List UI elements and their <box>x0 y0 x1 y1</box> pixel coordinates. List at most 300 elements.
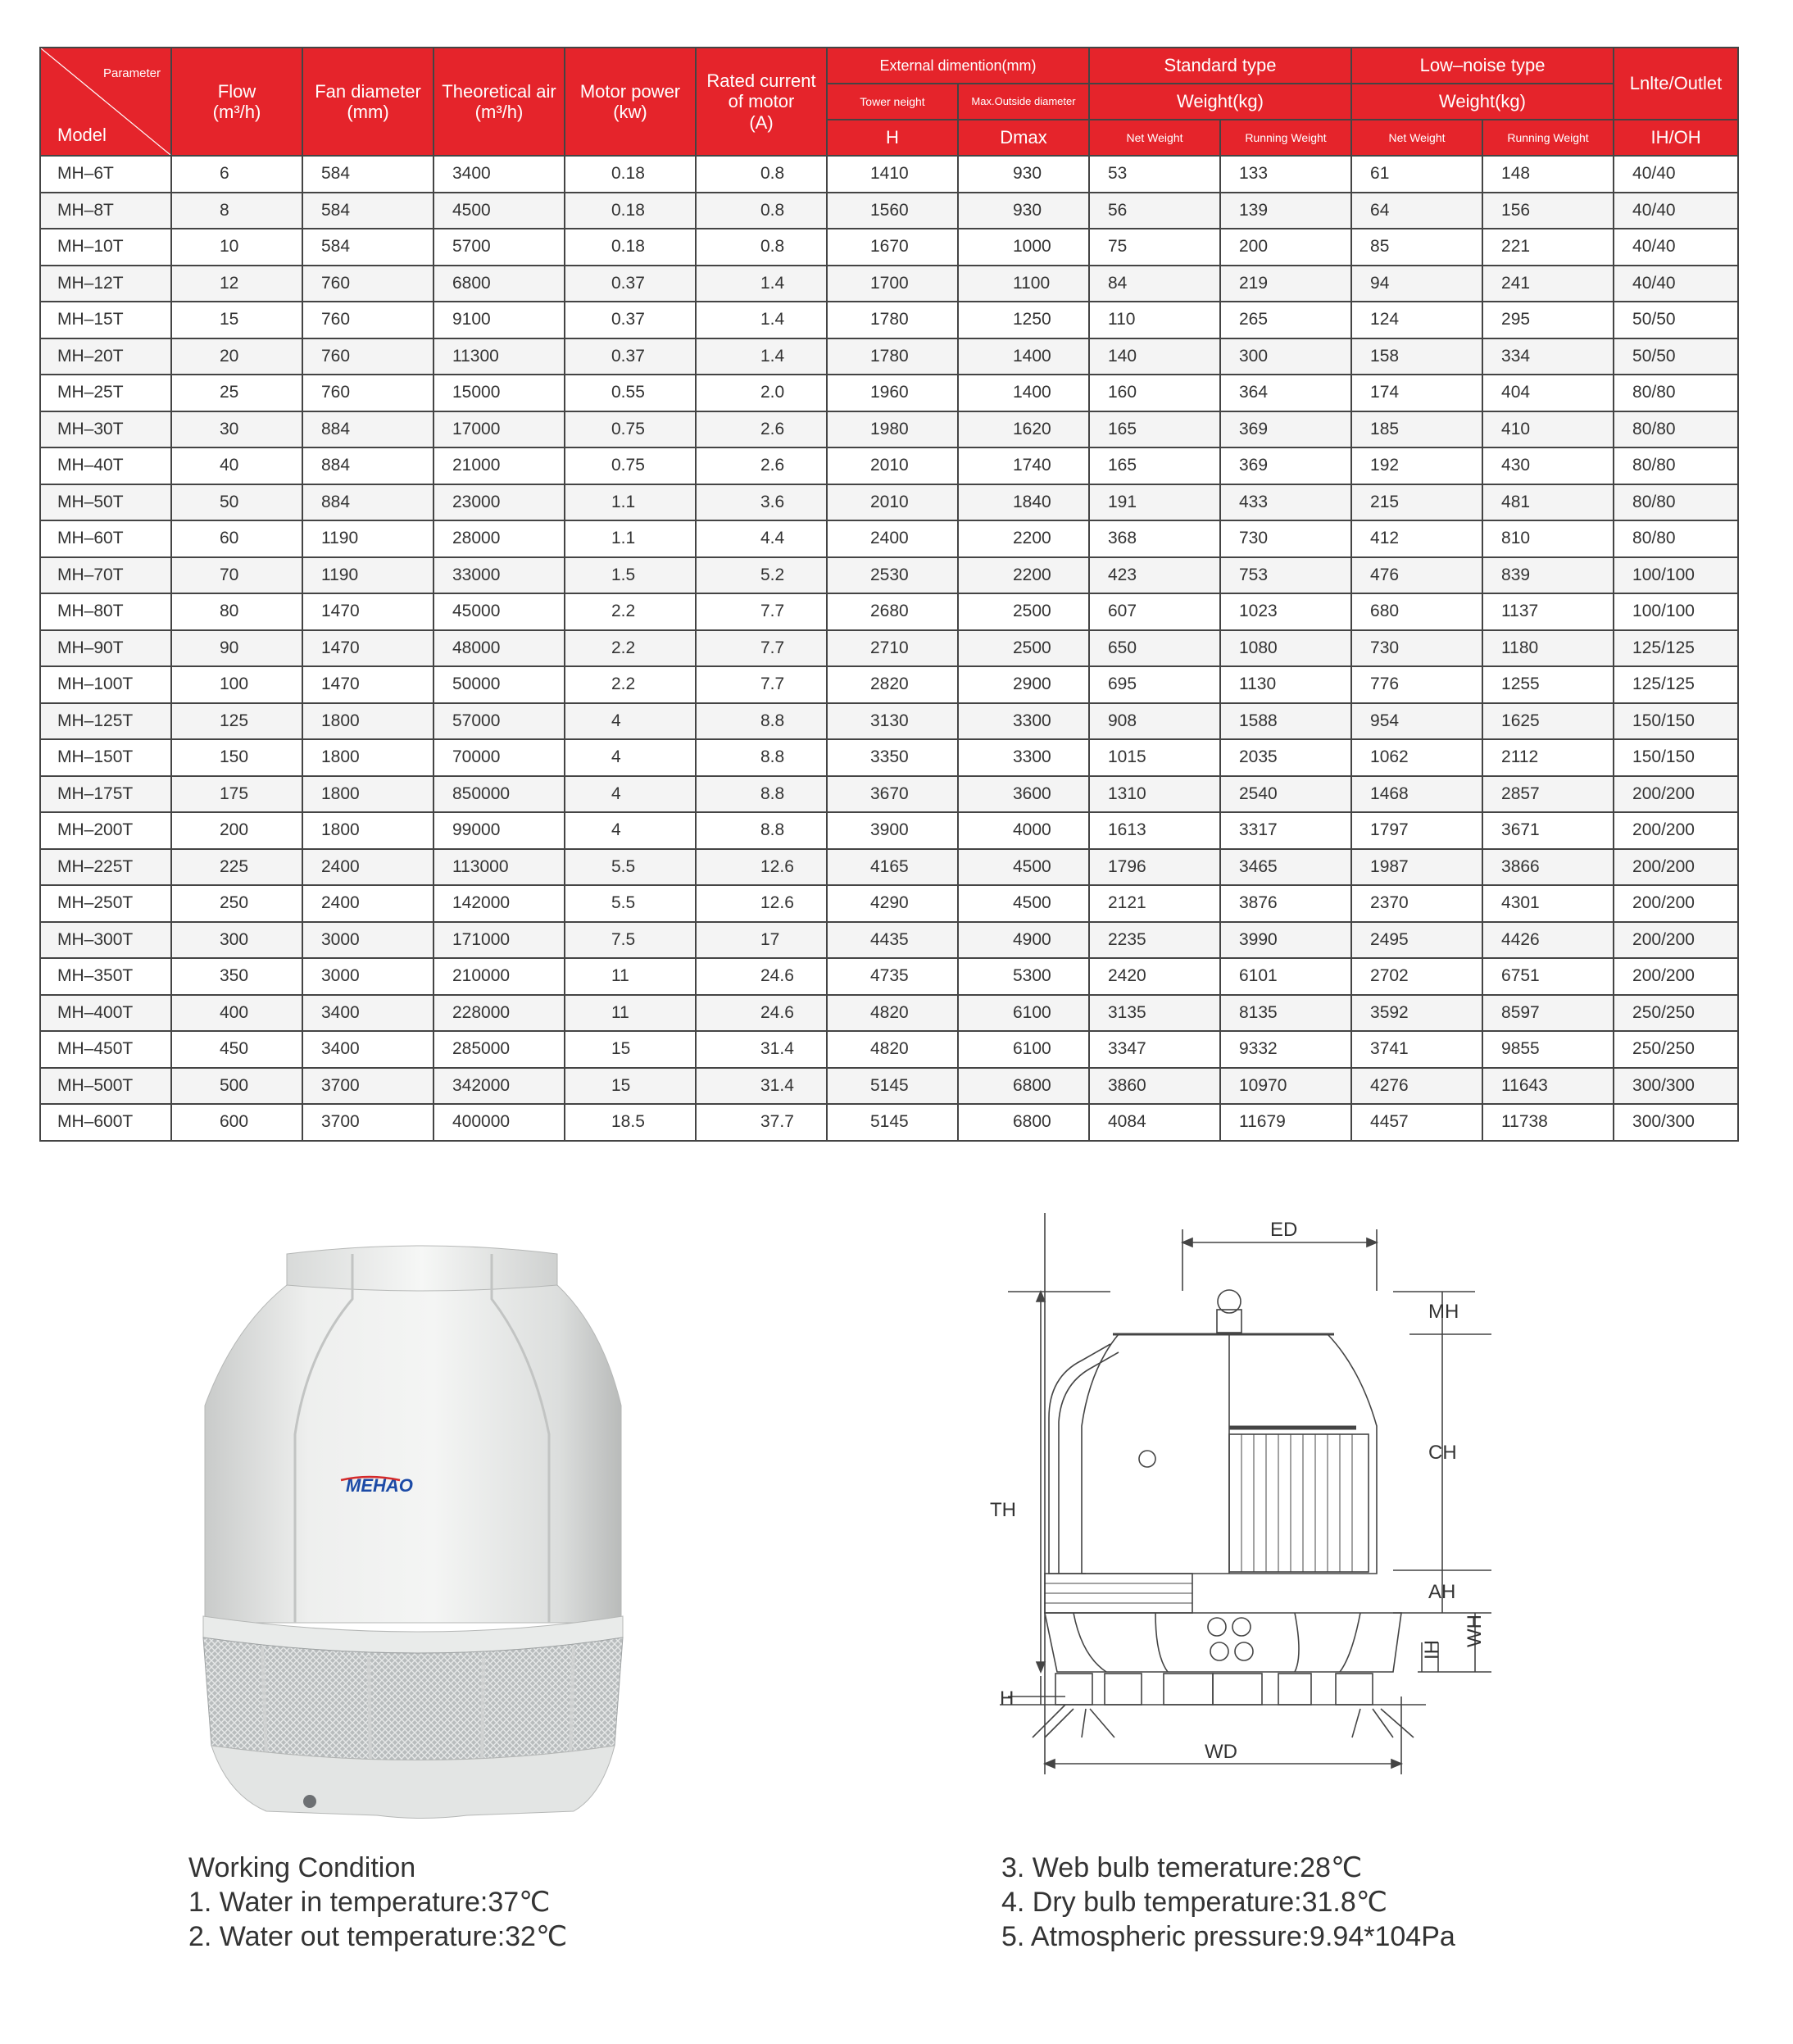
cell-std-running-weight: 3465 <box>1220 849 1351 886</box>
cell-flow: 70 <box>171 557 302 594</box>
cell-std-net-weight: 140 <box>1089 338 1220 375</box>
cell-h: 1700 <box>827 266 958 302</box>
cell-ih-oh: 40/40 <box>1614 193 1738 229</box>
cell-ln-running-weight: 156 <box>1482 193 1614 229</box>
cell-std-running-weight: 433 <box>1220 484 1351 521</box>
cell-ih-oh: 80/80 <box>1614 411 1738 448</box>
cell-rated-current: 24.6 <box>696 958 827 995</box>
header-tower-height: Tower neight <box>827 84 958 120</box>
cell-flow: 20 <box>171 338 302 375</box>
cell-fan-diameter: 3700 <box>302 1068 433 1105</box>
cell-fan-diameter: 1800 <box>302 812 433 849</box>
cell-h: 2400 <box>827 520 958 557</box>
cell-dmax: 1400 <box>958 375 1089 411</box>
table-row <box>40 266 1738 302</box>
cell-flow: 8 <box>171 193 302 229</box>
condition-item: 5. Atmospheric pressure:9.94*104Pa <box>1001 1921 1455 1952</box>
cell-fan-diameter: 1470 <box>302 630 433 667</box>
table-row <box>40 739 1738 776</box>
cell-motor-power: 0.75 <box>565 411 696 448</box>
cell-fan-diameter: 1470 <box>302 593 433 630</box>
cell-std-running-weight: 10970 <box>1220 1068 1351 1105</box>
cooling-tower-drawing <box>967 1213 1508 1787</box>
cell-ih-oh: 150/150 <box>1614 703 1738 740</box>
cell-ih-oh: 200/200 <box>1614 776 1738 813</box>
cell-std-net-weight: 368 <box>1089 520 1220 557</box>
cell-std-running-weight: 9332 <box>1220 1031 1351 1068</box>
header-rated-current-unit: (A) <box>749 111 774 133</box>
table-row <box>40 156 1738 193</box>
cell-h: 3900 <box>827 812 958 849</box>
cell-dmax: 1400 <box>958 338 1089 375</box>
cell-std-net-weight: 3347 <box>1089 1031 1220 1068</box>
cell-flow: 350 <box>171 958 302 995</box>
cell-theoretical-air: 342000 <box>433 1068 565 1105</box>
cell-fan-diameter: 1800 <box>302 776 433 813</box>
table-row <box>40 338 1738 375</box>
cell-rated-current: 0.8 <box>696 193 827 229</box>
cell-motor-power: 0.37 <box>565 302 696 338</box>
cell-h: 1980 <box>827 411 958 448</box>
cell-theoretical-air: 21000 <box>433 447 565 484</box>
cell-flow: 10 <box>171 229 302 266</box>
cell-h: 2530 <box>827 557 958 594</box>
cell-model: MH–350T <box>40 958 171 995</box>
cell-ln-net-weight: 1797 <box>1351 812 1482 849</box>
cell-std-net-weight: 191 <box>1089 484 1220 521</box>
cell-flow: 500 <box>171 1068 302 1105</box>
cell-dmax: 3600 <box>958 776 1089 813</box>
cell-motor-power: 5.5 <box>565 885 696 922</box>
cell-ln-net-weight: 215 <box>1351 484 1482 521</box>
cell-rated-current: 1.4 <box>696 302 827 338</box>
table-row <box>40 958 1738 995</box>
label-th: TH <box>990 1499 1016 1521</box>
condition-item: 4. Dry bulb temperature:31.8℃ <box>1001 1887 1387 1918</box>
cell-ln-net-weight: 61 <box>1351 156 1482 193</box>
cell-flow: 15 <box>171 302 302 338</box>
cell-theoretical-air: 50000 <box>433 666 565 703</box>
cell-ln-running-weight: 6751 <box>1482 958 1614 995</box>
table-row <box>40 1068 1738 1105</box>
cell-ln-running-weight: 481 <box>1482 484 1614 521</box>
cell-theoretical-air: 3400 <box>433 156 565 193</box>
cell-h: 5145 <box>827 1068 958 1105</box>
table-row <box>40 557 1738 594</box>
cell-flow: 12 <box>171 266 302 302</box>
cell-theoretical-air: 17000 <box>433 411 565 448</box>
cell-fan-diameter: 1190 <box>302 520 433 557</box>
cell-model: MH–30T <box>40 411 171 448</box>
cell-std-running-weight: 3317 <box>1220 812 1351 849</box>
table-row <box>40 411 1738 448</box>
header-std-running-weight: Running Weight <box>1220 120 1351 156</box>
label-wd: WD <box>1205 1741 1237 1763</box>
cell-ln-running-weight: 2857 <box>1482 776 1614 813</box>
cell-ih-oh: 100/100 <box>1614 557 1738 594</box>
cell-fan-diameter: 1800 <box>302 739 433 776</box>
cell-ih-oh: 80/80 <box>1614 484 1738 521</box>
cell-rated-current: 8.8 <box>696 812 827 849</box>
cell-model: MH–10T <box>40 229 171 266</box>
cell-h: 3350 <box>827 739 958 776</box>
cell-std-net-weight: 2121 <box>1089 885 1220 922</box>
cell-model: MH–50T <box>40 484 171 521</box>
cell-std-net-weight: 607 <box>1089 593 1220 630</box>
cell-fan-diameter: 2400 <box>302 885 433 922</box>
cell-model: MH–12T <box>40 266 171 302</box>
cell-flow: 400 <box>171 995 302 1032</box>
cell-dmax: 930 <box>958 156 1089 193</box>
cell-model: MH–200T <box>40 812 171 849</box>
cell-ln-net-weight: 1468 <box>1351 776 1482 813</box>
cell-flow: 80 <box>171 593 302 630</box>
header-theoretical-air-unit: (m³/h) <box>474 102 524 122</box>
table-row <box>40 447 1738 484</box>
cell-h: 2010 <box>827 447 958 484</box>
table-row <box>40 885 1738 922</box>
cell-ih-oh: 80/80 <box>1614 447 1738 484</box>
cell-model: MH–6T <box>40 156 171 193</box>
cell-model: MH–500T <box>40 1068 171 1105</box>
cell-dmax: 2900 <box>958 666 1089 703</box>
cell-h: 2010 <box>827 484 958 521</box>
cell-flow: 300 <box>171 922 302 959</box>
cell-motor-power: 0.18 <box>565 193 696 229</box>
cell-dmax: 1100 <box>958 266 1089 302</box>
working-condition-right <box>1001 1851 1455 1954</box>
cell-ln-running-weight: 839 <box>1482 557 1614 594</box>
cell-fan-diameter: 1800 <box>302 703 433 740</box>
header-max-outside-diameter: Max.Outside diameter <box>958 84 1089 120</box>
label-wh: WH <box>1464 1615 1486 1647</box>
cell-std-net-weight: 2235 <box>1089 922 1220 959</box>
cell-theoretical-air: 57000 <box>433 703 565 740</box>
cell-motor-power: 0.18 <box>565 156 696 193</box>
cell-flow: 30 <box>171 411 302 448</box>
cell-ln-net-weight: 4457 <box>1351 1104 1482 1141</box>
cell-h: 4820 <box>827 1031 958 1068</box>
cell-std-net-weight: 160 <box>1089 375 1220 411</box>
cell-rated-current: 24.6 <box>696 995 827 1032</box>
header-flow-unit: (m³/h) <box>212 102 261 122</box>
cell-flow: 175 <box>171 776 302 813</box>
cell-flow: 25 <box>171 375 302 411</box>
cell-model: MH–20T <box>40 338 171 375</box>
cell-motor-power: 1.5 <box>565 557 696 594</box>
cell-ln-net-weight: 94 <box>1351 266 1482 302</box>
cell-rated-current: 7.7 <box>696 630 827 667</box>
label-ah: AH <box>1428 1581 1456 1603</box>
cell-ln-net-weight: 85 <box>1351 229 1482 266</box>
cell-ih-oh: 200/200 <box>1614 812 1738 849</box>
cell-fan-diameter: 1470 <box>302 666 433 703</box>
cell-ih-oh: 50/50 <box>1614 338 1738 375</box>
cell-model: MH–225T <box>40 849 171 886</box>
cell-std-running-weight: 1023 <box>1220 593 1351 630</box>
cell-model: MH–60T <box>40 520 171 557</box>
cell-model: MH–70T <box>40 557 171 594</box>
header-theoretical-air <box>433 48 565 156</box>
table-row <box>40 229 1738 266</box>
cell-theoretical-air: 23000 <box>433 484 565 521</box>
cell-h: 1960 <box>827 375 958 411</box>
cell-ih-oh: 250/250 <box>1614 1031 1738 1068</box>
header-motor-power-unit: (kw) <box>613 102 647 122</box>
cell-std-net-weight: 650 <box>1089 630 1220 667</box>
cell-theoretical-air: 11300 <box>433 338 565 375</box>
header-rated-current-label-2: of motor <box>728 91 795 112</box>
cell-h: 4735 <box>827 958 958 995</box>
cell-ln-running-weight: 8597 <box>1482 995 1614 1032</box>
cell-motor-power: 0.18 <box>565 229 696 266</box>
cell-motor-power: 11 <box>565 958 696 995</box>
condition-item: 3. Web bulb temerature:28℃ <box>1001 1852 1363 1883</box>
cell-h: 2710 <box>827 630 958 667</box>
cell-ln-running-weight: 410 <box>1482 411 1614 448</box>
cell-std-running-weight: 369 <box>1220 411 1351 448</box>
cell-dmax: 930 <box>958 193 1089 229</box>
header-dmax: Dmax <box>958 120 1089 156</box>
cell-std-running-weight: 2035 <box>1220 739 1351 776</box>
cell-ln-running-weight: 810 <box>1482 520 1614 557</box>
cell-ln-net-weight: 2702 <box>1351 958 1482 995</box>
cell-motor-power: 15 <box>565 1031 696 1068</box>
cell-ih-oh: 200/200 <box>1614 885 1738 922</box>
header-low-noise-weight: Weight(kg) <box>1351 84 1614 120</box>
cell-dmax: 4000 <box>958 812 1089 849</box>
cell-fan-diameter: 3400 <box>302 995 433 1032</box>
cell-fan-diameter: 884 <box>302 484 433 521</box>
cell-ln-running-weight: 4426 <box>1482 922 1614 959</box>
cell-motor-power: 2.2 <box>565 666 696 703</box>
cell-fan-diameter: 584 <box>302 156 433 193</box>
cell-dmax: 1740 <box>958 447 1089 484</box>
cell-std-running-weight: 3876 <box>1220 885 1351 922</box>
cell-std-running-weight: 6101 <box>1220 958 1351 995</box>
label-ed: ED <box>1270 1219 1298 1241</box>
cell-fan-diameter: 884 <box>302 411 433 448</box>
cell-ln-running-weight: 2112 <box>1482 739 1614 776</box>
cell-ln-net-weight: 174 <box>1351 375 1482 411</box>
cell-rated-current: 2.6 <box>696 411 827 448</box>
table-row <box>40 1104 1738 1141</box>
header-rated-current-label: Rated current <box>706 70 816 92</box>
cell-theoretical-air: 142000 <box>433 885 565 922</box>
cell-dmax: 2200 <box>958 520 1089 557</box>
cell-std-running-weight: 753 <box>1220 557 1351 594</box>
header-theoretical-air-label: Theoretical air <box>442 80 556 102</box>
cell-flow: 6 <box>171 156 302 193</box>
cell-ln-net-weight: 3741 <box>1351 1031 1482 1068</box>
cell-std-running-weight: 369 <box>1220 447 1351 484</box>
cell-fan-diameter: 3700 <box>302 1104 433 1141</box>
table-row <box>40 520 1738 557</box>
cell-rated-current: 17 <box>696 922 827 959</box>
cell-ih-oh: 200/200 <box>1614 849 1738 886</box>
cell-std-running-weight: 730 <box>1220 520 1351 557</box>
cell-motor-power: 2.2 <box>565 630 696 667</box>
cell-rated-current: 4.4 <box>696 520 827 557</box>
cell-ln-net-weight: 476 <box>1351 557 1482 594</box>
cell-std-running-weight: 1588 <box>1220 703 1351 740</box>
cell-fan-diameter: 3400 <box>302 1031 433 1068</box>
cell-ln-running-weight: 3866 <box>1482 849 1614 886</box>
cell-ln-net-weight: 1987 <box>1351 849 1482 886</box>
cell-ln-net-weight: 1062 <box>1351 739 1482 776</box>
cell-ln-running-weight: 148 <box>1482 156 1614 193</box>
cell-dmax: 6800 <box>958 1104 1089 1141</box>
table-row <box>40 630 1738 667</box>
cell-theoretical-air: 15000 <box>433 375 565 411</box>
cell-theoretical-air: 210000 <box>433 958 565 995</box>
cell-model: MH–300T <box>40 922 171 959</box>
table-row <box>40 849 1738 886</box>
cell-dmax: 1840 <box>958 484 1089 521</box>
table-row <box>40 1031 1738 1068</box>
cell-h: 1780 <box>827 338 958 375</box>
cell-dmax: 4500 <box>958 849 1089 886</box>
cell-model: MH–175T <box>40 776 171 813</box>
cell-ln-net-weight: 954 <box>1351 703 1482 740</box>
header-low-noise-type: Low–noise type <box>1351 48 1614 84</box>
cell-ih-oh: 40/40 <box>1614 229 1738 266</box>
cell-std-net-weight: 75 <box>1089 229 1220 266</box>
cell-rated-current: 2.6 <box>696 447 827 484</box>
cell-h: 2680 <box>827 593 958 630</box>
cell-std-net-weight: 165 <box>1089 447 1220 484</box>
cell-model: MH–250T <box>40 885 171 922</box>
cell-std-net-weight: 3860 <box>1089 1068 1220 1105</box>
cell-ln-running-weight: 295 <box>1482 302 1614 338</box>
cell-std-running-weight: 133 <box>1220 156 1351 193</box>
table-row <box>40 703 1738 740</box>
cell-flow: 600 <box>171 1104 302 1141</box>
spec-table-body <box>40 156 1738 1141</box>
label-h: H <box>1000 1687 1015 1710</box>
cell-ln-net-weight: 64 <box>1351 193 1482 229</box>
cell-std-running-weight: 219 <box>1220 266 1351 302</box>
cell-ln-net-weight: 4276 <box>1351 1068 1482 1105</box>
cell-flow: 150 <box>171 739 302 776</box>
table-row <box>40 666 1738 703</box>
cell-theoretical-air: 171000 <box>433 922 565 959</box>
cell-motor-power: 0.55 <box>565 375 696 411</box>
header-std-net-weight: Net Weight <box>1089 120 1220 156</box>
cell-fan-diameter: 3000 <box>302 958 433 995</box>
cell-motor-power: 2.2 <box>565 593 696 630</box>
cell-ln-running-weight: 3671 <box>1482 812 1614 849</box>
cell-motor-power: 18.5 <box>565 1104 696 1141</box>
cell-motor-power: 5.5 <box>565 849 696 886</box>
label-ch: CH <box>1428 1442 1457 1464</box>
cell-dmax: 4900 <box>958 922 1089 959</box>
cell-motor-power: 11 <box>565 995 696 1032</box>
cell-theoretical-air: 4500 <box>433 193 565 229</box>
cell-model: MH–8T <box>40 193 171 229</box>
cell-theoretical-air: 9100 <box>433 302 565 338</box>
header-corner <box>40 48 171 156</box>
cell-ih-oh: 200/200 <box>1614 958 1738 995</box>
cell-rated-current: 1.4 <box>696 266 827 302</box>
header-fan-diameter-label: Fan diameter <box>315 80 421 102</box>
header-h: H <box>827 120 958 156</box>
cell-h: 4435 <box>827 922 958 959</box>
cell-rated-current: 31.4 <box>696 1031 827 1068</box>
cell-h: 4820 <box>827 995 958 1032</box>
cell-flow: 50 <box>171 484 302 521</box>
cell-dmax: 3300 <box>958 703 1089 740</box>
cell-std-running-weight: 364 <box>1220 375 1351 411</box>
cell-dmax: 3300 <box>958 739 1089 776</box>
cell-theoretical-air: 45000 <box>433 593 565 630</box>
cell-dmax: 1000 <box>958 229 1089 266</box>
cell-ln-running-weight: 430 <box>1482 447 1614 484</box>
cell-flow: 250 <box>171 885 302 922</box>
working-condition-title: Working Condition <box>188 1852 416 1883</box>
cell-model: MH–150T <box>40 739 171 776</box>
cell-h: 4165 <box>827 849 958 886</box>
header-fan-diameter-unit: (mm) <box>347 102 389 122</box>
cell-model: MH–25T <box>40 375 171 411</box>
cell-motor-power: 1.1 <box>565 520 696 557</box>
cell-h: 3670 <box>827 776 958 813</box>
cell-ln-running-weight: 221 <box>1482 229 1614 266</box>
cell-dmax: 4500 <box>958 885 1089 922</box>
cell-std-running-weight: 11679 <box>1220 1104 1351 1141</box>
cell-theoretical-air: 5700 <box>433 229 565 266</box>
cell-dmax: 2500 <box>958 593 1089 630</box>
condition-item: 2. Water out temperature:32℃ <box>188 1921 568 1952</box>
cell-fan-diameter: 2400 <box>302 849 433 886</box>
cell-std-net-weight: 53 <box>1089 156 1220 193</box>
cell-rated-current: 2.0 <box>696 375 827 411</box>
cell-ln-net-weight: 3592 <box>1351 995 1482 1032</box>
header-motor-power <box>565 48 696 156</box>
working-condition-left <box>188 1851 567 1954</box>
header-fan-diameter <box>302 48 433 156</box>
cell-ln-net-weight: 2370 <box>1351 885 1482 922</box>
cell-dmax: 2200 <box>958 557 1089 594</box>
header-ih-oh: IH/OH <box>1614 120 1738 156</box>
model-label: Model <box>57 124 107 145</box>
cell-ln-net-weight: 776 <box>1351 666 1482 703</box>
cell-flow: 60 <box>171 520 302 557</box>
cell-motor-power: 0.37 <box>565 338 696 375</box>
cell-std-net-weight: 56 <box>1089 193 1220 229</box>
table-row <box>40 922 1738 959</box>
cell-rated-current: 8.8 <box>696 776 827 813</box>
cell-h: 1780 <box>827 302 958 338</box>
cell-ln-running-weight: 11738 <box>1482 1104 1614 1141</box>
cell-fan-diameter: 1190 <box>302 557 433 594</box>
cell-std-net-weight: 2420 <box>1089 958 1220 995</box>
cell-model: MH–600T <box>40 1104 171 1141</box>
cell-ln-running-weight: 241 <box>1482 266 1614 302</box>
cell-std-net-weight: 4084 <box>1089 1104 1220 1141</box>
header-flow <box>171 48 302 156</box>
cell-ih-oh: 200/200 <box>1614 922 1738 959</box>
cell-ih-oh: 100/100 <box>1614 593 1738 630</box>
cell-fan-diameter: 760 <box>302 266 433 302</box>
cell-ln-running-weight: 4301 <box>1482 885 1614 922</box>
cell-model: MH–450T <box>40 1031 171 1068</box>
cell-rated-current: 12.6 <box>696 849 827 886</box>
cell-std-running-weight: 200 <box>1220 229 1351 266</box>
header-standard-weight: Weight(kg) <box>1089 84 1351 120</box>
table-row <box>40 193 1738 229</box>
cell-ih-oh: 250/250 <box>1614 995 1738 1032</box>
